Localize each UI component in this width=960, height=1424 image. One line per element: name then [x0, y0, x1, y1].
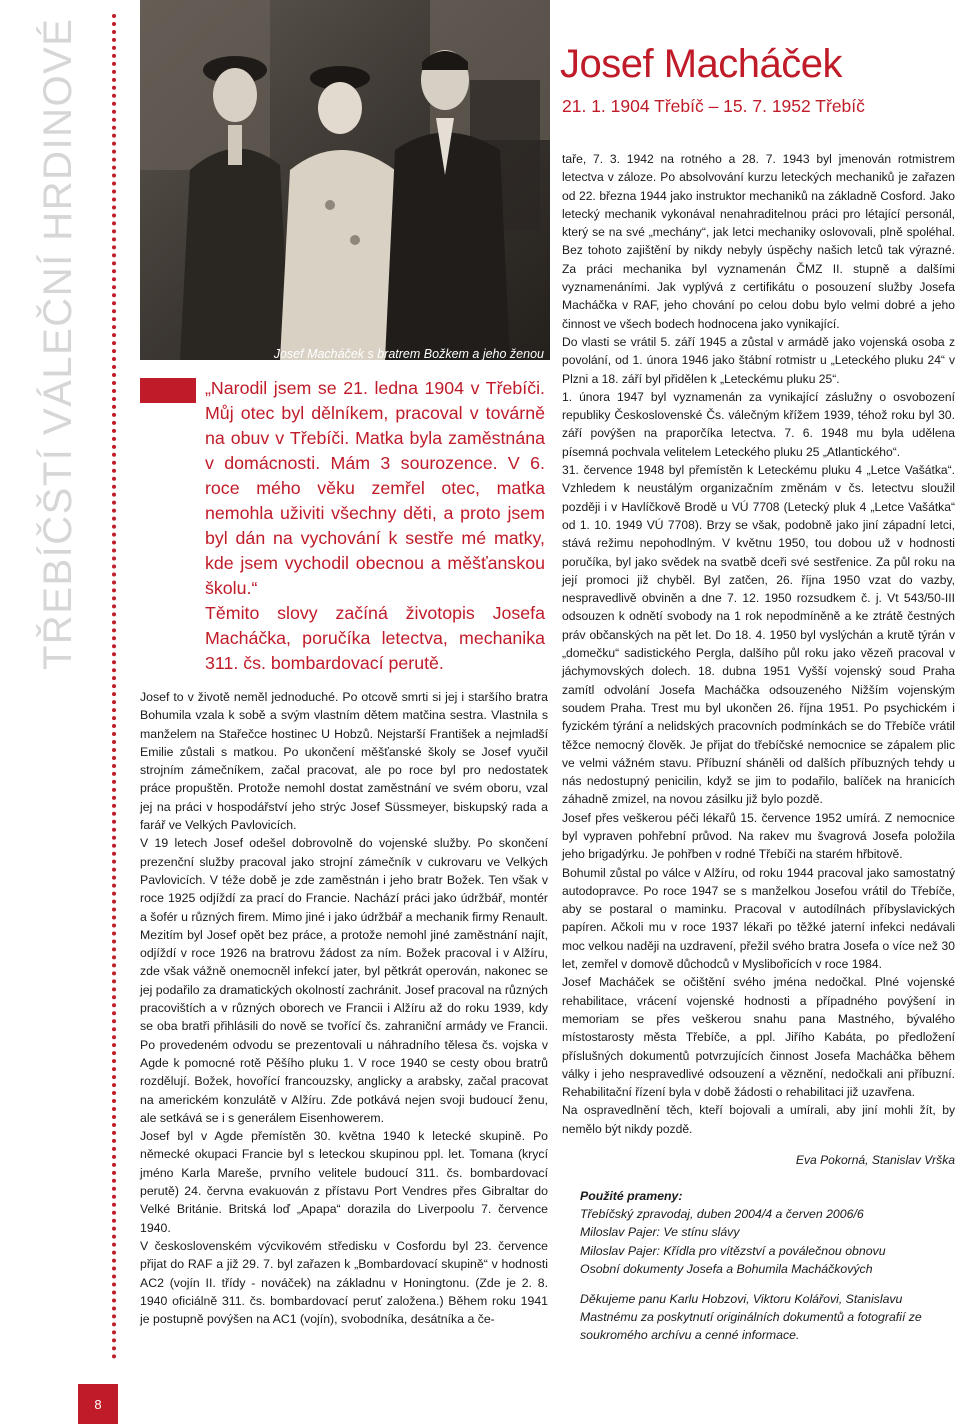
right-paragraph: Na ospravedlnění těch, kteří bojovali a umírali, aby jiní mohli žít, by nemělo být nikdy pozdě. [562, 1103, 955, 1136]
source-item: Miloslav Pajer: Ve stínu slávy [580, 1225, 740, 1240]
intro-quote-text: „Narodil jsem se 21. ledna 1904 v Třebíči. Můj otec byl dělníkem, pracoval v továrně na obuv v Třebíči. Matka byla zaměstnána v domácnosti. Mám 3 sourozence. V 6. roce mého věku zemřel otec, matka nemohla uživiti všechny děti, a proto jsem byl dán na vychování k sestře mé matky, kde jsem vychodil obecnou a měšťanskou školu.“ [205, 378, 545, 598]
source-item: Třebíčský zpravodaj, duben 2004/4 a červen 2006/6 [580, 1207, 864, 1222]
photo [140, 0, 550, 360]
sources [580, 1187, 960, 1345]
accent-block [140, 378, 196, 403]
authors: Eva Pokorná, Stanislav Vrška [795, 1153, 955, 1167]
right-paragraph: 31. července 1948 byl přemístěn k Leteckému pluku 4 „Letce Vašátka“. Vzhledem k neustálým organizačním změnám v čs. letectvu sloužil později i v Havlíčkově Brodě u VÚ 7708 (Letecký pluk 4 „Letce Vašátka“ od 1. 10. 1949 VÚ 7708). Brzy se však, podobně jako jiní západní letci, stává režimu nepohodlným. V květnu 1950, tou dobou už v hodnosti poručíka, byl jako svědek na svatbě dceři své sestřenice. Za půl roku na její promoci již chyběl. Byl zatčen, 26. října 1950 vzat do vazby, nespravedlivě obviněn a dne 7. 12. 1950 rozsudkem č. j. Vt 543/50-III odsouzen k odnětí svobody na 1 rok nepodmíněně a ke ztrátě čestných práv občanských na pět let. Do 18. 4. 1950 byl vyslýchán a krutě týrán v „domečku“ sadistického Pergla, dalšího půl roku jako vězeň pracoval v jáchymovských dolech. 18. dubna 1951 Vyšší vojenský soud Praha zamítl odvolání Josefa Macháčka odsouzeného Nižším vojenským soudem Praha. Trest mu byl ukončen 26. října 1951. Po psychickém i fyzickém týrání a nelidských pracovních podmínkách se do Třebíče vrátil těžce nemocný člověk. Je přijat do třebíčské nemocnice se zápalem plic ve velmi vážném stavu. Příbuzní sháněli od dalších příbuzných tehdy u nás nedostupný penicilin, když se jim to podařilo, balíček na hranicích záhadně zmizel, na novou zásilku již bylo pozdě. [562, 463, 955, 807]
right-paragraph: Do vlasti se vrátil 5. září 1945 a zůstal v armádě jako vojenská osoba z povolání, od 1. února 1946 jako štábní rotmistr u „Leteckého pluku 24“ v Plzni a 18. září byl přidělen k „Leteckému pluku 25“. [562, 334, 955, 386]
photo-image [140, 0, 550, 360]
intro-quote [205, 376, 545, 676]
left-paragraph: V 19 letech Josef odešel dobrovolně do vojenské služby. Po skončení prezenční služby pracoval jako strojní zámečník v cukrovaru ve Velkých Pavlovicích. V téže době je zde zaměstnán i jeho bratr Božek. Ten však v roce 1925 odjíždí za prací do Francie. Nachází práci jako údržbář, montér a šofér u různých firem. Mimo jiné i jako údržbář a mechanik firmy Renault. Mezitím byl Josef opět bez práce, a protože nemohl jiné zaměstnání najít, odjíždí v roce 1926 na bratrovu žádost za ním. Božek pracoval i v Alžíru, zde však vážně onemocněl infekcí jater, byl pětkrát operován, nakonec se jej podařilo za dramatických okolností zachránit. Josef pracoval na různých pracovištích a v různých oborech ve Francii i Alžíru až do roku 1939, kdy se oba bratři přihlásili do nově se tvořící čs. zahraniční armády ve Francii. Po provedeném odvodu se prezentovali u náhradního tělesa čs. vojska v Agde k pomocné rotě Pěšího pluku 1. V roce 1940 se cesty obou bratrů rozdělují. Božek, hovořící francouzsky, anglicky a arabsky, začal pracovat na americkém konzulátě v Alžíru. Zde potkává nejen svoji budoucí ženu, ale setkává se i s generálem Eisenhowerem. [140, 836, 548, 1125]
series-title [24, 17, 86, 670]
right-paragraph: Josef přes veškerou péči lékařů 15. července 1952 umírá. Z nemocnice byl vypraven pohřební průvod. Na rakev mu švagrová Josefa položila jeho brigadýrku. Je pohřben v rodné Třebíči na starém hřbitově. [562, 810, 955, 862]
page-number: 8 [78, 1384, 118, 1424]
source-item: Miloslav Pajer: Křídla pro vítězství a poválečnou obnovu [580, 1243, 886, 1258]
photo-caption: Josef Macháček s bratrem Božkem a jeho ženou [273, 347, 544, 361]
life-dates: 21. 1. 1904 Třebíč – 15. 7. 1952 Třebíč [562, 96, 865, 116]
sources-label: Použité prameny: [580, 1189, 683, 1203]
left-paragraph: Josef to v životě neměl jednoduché. Po otcově smrti si jej i staršího bratra Bohumila vzala k sobě a svým vlastním dětem matčina sestra. Vlastnila s manželem na Stařečce hostinec U Hobzů. Nejstarší František a nejmladší Emilie zůstali s matkou. Po ukončení měšťanské školy se Josef vyučil strojním zámečníkem, začal pracovat, ale po roce byl pro nedostatek práce propuštěn. Protože nemohl dostat zaměstnání ve svém oboru, vzal jej na práci v hospodářství jeho strýc Josef Süssmeyer, biskupský rada a farář ve Velkých Pavlovicích. [140, 690, 548, 833]
source-item: Osobní dokumenty Josefa a Bohumila Macháčkových [580, 1261, 873, 1276]
right-paragraph: taře, 7. 3. 1942 na rotného a 28. 7. 1943 byl jmenován rotmistrem letectva v záloze. Po absolvování kurzu leteckých mechaniků je zařazen od 22. března 1944 jako instruktor mechaniků na základně Cosford. Jako letecký mechanik vykonával nenahraditelnou práci pro létající personál, který se na své „mechány“, jak letci mechaniky oslovovali, plně spoléhal. Bez tohoto zajištění by nikdy nebyly úspěchy našich letců tak výrazné. Za práci mechanika byl vyznamenán ČMZ II. stupně a dalšími vyznamenáními. Jak vyplývá z certifikátu o posouzení služby Josefa Macháčka v RAF, jeho chování po celou dobu bylo velmi dobré a jeho činnost ve všech bodech hodnocena jako vynikající. [562, 152, 955, 331]
acknowledgement: Děkujeme panu Karlu Hobzovi, Viktoru Kolářovi, Stanislavu Mastnému za poskytnutí originálních dokumentů a fotografií ze soukromého archívu a cenné informace. [580, 1292, 922, 1343]
series-title-text: TŘEBÍČŠTÍ VÁLEČNÍ HRDINOVÉ [36, 17, 80, 670]
left-paragraph: V československém výcvikovém středisku v Cosfordu byl 23. července přijat do RAF a již 29. 7. byl zařazen k „Bombardovací skupině“ v hodnosti AC2 (vojín II. třídy - nováček) na základnu v Honingtonu. (Zde je 2. 8. 1940 oficiálně 311. čs. bombardovací peruť založena.) Během roku 1941 je postupně povýšen na AC1 (vojín), svobodníka, desátníka a če- [140, 1238, 548, 1327]
left-paragraph: Josef byl v Agde přemístěn 30. května 1940 k letecké skupině. Po německé okupaci Francie byl s leteckou skupinou ppl. let. Tomana (krycí jméno Karla Mareše, prvního velitele budoucí 311. čs. bombardovací perutě) 24. června evakuován z přístavu Port Vendres přes Gibraltar do Velké Británie. Britská loď „Apapa“ dorazila do Liverpoolu 7. července 1940. [140, 1129, 548, 1235]
article-title: Josef Macháček [560, 42, 843, 86]
right-column [562, 150, 955, 1138]
right-paragraph: Bohumil zůstal po válce v Alžíru, od roku 1944 pracoval jako samostatný autodopravce. Po roce 1947 se s manželkou Josefou vrátil do Třebíče, aby se postaral o maminku. Pracoval v autodílnách příbyslavických papíren. Ačkoli mu v roce 1937 lékaři po těžké jaterní infekci nedávali moc velkou naději na uzdravení, přežil svého bratra Josefa o více než 30 let, zemřel v domově důchodců v Myslibořicích v roce 1984. [562, 865, 955, 972]
dotted-divider [112, 14, 116, 1360]
right-paragraph: Josef Macháček se očištění svého jména nedočkal. Plné vojenské rehabilitace, vrácení vojenské hodnosti a případného povýšení in memoriam se přes veškerou snahu pana Mastného, bývalého místostarosty města Třebíče, a ppl. Jiřího Kabáta, po předložení příslušných dokumentů potvrzujících činnost Josefa Macháčka během války i jeho nespravedlivé odsouzení a věznění, nedočkali ani příbuzní. Rehabilitační řízení byla v době žádosti o rehabilitaci již uzavřena. [562, 975, 955, 1100]
left-column [140, 688, 548, 1328]
right-paragraph: 1. února 1947 byl vyznamenán za vynikající záslužny o osvobození republiky Československé Čs. válečným křížem 1939, téhož roku byl 30. září povýšen na praporčíka letectva. 7. 6. 1948 mu byla udělena písemná pochvala velitelem Leteckého pluku 25 „Atlantického“. [562, 389, 955, 459]
intro-quote-followup: Těmito slovy začíná životopis Josefa Macháčka, poručíka letectva, mechanika 311. čs. bombardovací perutě. [205, 603, 545, 673]
